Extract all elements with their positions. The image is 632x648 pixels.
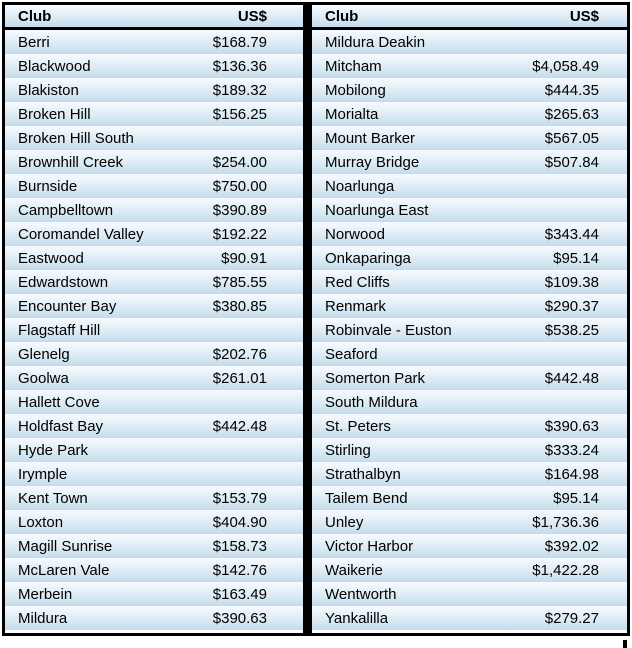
table-row bbox=[312, 414, 627, 438]
club-cell[interactable]: Kent Town bbox=[18, 489, 88, 507]
amount-cell[interactable]: $567.05 bbox=[544, 129, 599, 147]
amount-cell[interactable]: $4,058.49 bbox=[532, 57, 599, 75]
club-cell[interactable]: Flagstaff Hill bbox=[18, 321, 101, 339]
amount-cell[interactable]: $265.63 bbox=[544, 105, 599, 123]
table-row bbox=[312, 438, 627, 462]
amount-cell[interactable]: $785.55 bbox=[212, 273, 267, 291]
table-row bbox=[5, 126, 303, 150]
club-cell[interactable]: Robinvale - Euston bbox=[325, 321, 452, 339]
amount-cell[interactable]: $750.00 bbox=[212, 177, 267, 195]
club-cell[interactable]: Yankalilla bbox=[325, 609, 389, 627]
table-row bbox=[312, 558, 627, 582]
club-cell[interactable]: Morialta bbox=[325, 105, 379, 123]
club-cell[interactable]: Brownhill Creek bbox=[18, 153, 124, 171]
amount-cell[interactable]: $442.48 bbox=[544, 369, 599, 387]
club-cell[interactable]: Hyde Park bbox=[18, 441, 89, 459]
amount-cell[interactable]: $444.35 bbox=[544, 81, 599, 99]
club-cell[interactable]: Edwardstown bbox=[18, 273, 109, 291]
table-row bbox=[312, 222, 627, 246]
club-cell[interactable]: Wentworth bbox=[325, 585, 397, 603]
club-cell[interactable]: Seaford bbox=[325, 345, 378, 363]
club-cell[interactable]: Eastwood bbox=[18, 249, 84, 267]
table-row bbox=[312, 606, 627, 630]
table-row bbox=[312, 246, 627, 270]
table-row bbox=[312, 126, 627, 150]
table-row bbox=[312, 78, 627, 102]
club-cell[interactable]: Victor Harbor bbox=[325, 537, 414, 555]
table-row bbox=[5, 558, 303, 582]
table-row bbox=[5, 174, 303, 198]
club-cell[interactable]: Blackwood bbox=[18, 57, 91, 75]
club-cell[interactable]: Norwood bbox=[325, 225, 386, 243]
table-row bbox=[5, 510, 303, 534]
amount-cell[interactable]: $343.44 bbox=[544, 225, 599, 243]
table-row bbox=[312, 342, 627, 366]
club-cell[interactable]: Goolwa bbox=[18, 369, 69, 387]
amount-cell[interactable]: $192.22 bbox=[212, 225, 267, 243]
left-header-club-label[interactable]: Club bbox=[18, 7, 52, 25]
left-table-body bbox=[5, 30, 303, 630]
table-row bbox=[5, 582, 303, 606]
tables-divider bbox=[303, 5, 312, 633]
table-row bbox=[5, 318, 303, 342]
amount-cell[interactable]: $142.76 bbox=[212, 561, 267, 579]
amount-cell[interactable]: $163.49 bbox=[212, 585, 267, 603]
table-row bbox=[312, 318, 627, 342]
amount-cell[interactable]: $95.14 bbox=[553, 249, 599, 267]
club-cell[interactable]: Unley bbox=[325, 513, 364, 531]
amount-cell[interactable]: $189.32 bbox=[212, 81, 267, 99]
amount-cell[interactable]: $390.63 bbox=[544, 417, 599, 435]
right-table bbox=[312, 5, 627, 633]
amount-cell[interactable]: $202.76 bbox=[212, 345, 267, 363]
table-row bbox=[5, 414, 303, 438]
right-table-body bbox=[312, 30, 627, 630]
table-row bbox=[312, 54, 627, 78]
amount-cell[interactable]: $390.63 bbox=[212, 609, 267, 627]
table-row bbox=[312, 102, 627, 126]
amount-cell[interactable]: $136.36 bbox=[212, 57, 267, 75]
club-cell[interactable]: Berri bbox=[18, 33, 50, 51]
amount-cell[interactable]: $90.91 bbox=[221, 249, 267, 267]
table-row bbox=[312, 30, 627, 54]
club-cell[interactable]: Red Cliffs bbox=[325, 273, 390, 291]
table-row bbox=[5, 486, 303, 510]
club-cell[interactable]: Campbelltown bbox=[18, 201, 114, 219]
amount-cell[interactable]: $254.00 bbox=[212, 153, 267, 171]
amount-cell[interactable]: $109.38 bbox=[544, 273, 599, 291]
table-row bbox=[5, 438, 303, 462]
table-row bbox=[5, 390, 303, 414]
club-cell[interactable]: Merbein bbox=[18, 585, 73, 603]
amount-cell[interactable]: $164.98 bbox=[544, 465, 599, 483]
amount-cell[interactable]: $538.25 bbox=[544, 321, 599, 339]
club-cell[interactable]: Encounter Bay bbox=[18, 297, 117, 315]
club-cell[interactable]: Mount Barker bbox=[325, 129, 416, 147]
table-row bbox=[5, 150, 303, 174]
amount-cell[interactable]: $442.48 bbox=[212, 417, 267, 435]
left-header-row bbox=[5, 5, 303, 30]
table-row bbox=[312, 198, 627, 222]
table-row bbox=[5, 606, 303, 630]
table-row bbox=[312, 270, 627, 294]
cell-border-artifact bbox=[623, 640, 627, 648]
table-row bbox=[312, 534, 627, 558]
club-cell[interactable]: Mobilong bbox=[325, 81, 386, 99]
table-row bbox=[312, 294, 627, 318]
table-row bbox=[5, 462, 303, 486]
club-cell[interactable]: Hallett Cove bbox=[18, 393, 100, 411]
table-row bbox=[312, 150, 627, 174]
club-cell[interactable]: Loxton bbox=[18, 513, 64, 531]
club-cell[interactable]: Noarlunga East bbox=[325, 201, 429, 219]
amount-cell[interactable]: $507.84 bbox=[544, 153, 599, 171]
club-cell[interactable]: Waikerie bbox=[325, 561, 383, 579]
amount-cell[interactable]: $261.01 bbox=[212, 369, 267, 387]
amount-cell[interactable]: $95.14 bbox=[553, 489, 599, 507]
right-header-usd-label[interactable]: US$ bbox=[569, 7, 599, 25]
club-cell[interactable]: Burnside bbox=[18, 177, 78, 195]
club-cell[interactable]: Renmark bbox=[325, 297, 386, 315]
club-cell[interactable]: Glenelg bbox=[18, 345, 70, 363]
amount-cell[interactable]: $279.27 bbox=[544, 609, 599, 627]
table-row bbox=[312, 510, 627, 534]
table-row bbox=[312, 366, 627, 390]
amount-cell[interactable]: $1,736.36 bbox=[532, 513, 599, 531]
club-cell[interactable]: Irymple bbox=[18, 465, 68, 483]
amount-cell[interactable]: $333.24 bbox=[544, 441, 599, 459]
amount-cell[interactable]: $158.73 bbox=[212, 537, 267, 555]
table-row bbox=[5, 30, 303, 54]
club-cell[interactable]: Coromandel Valley bbox=[18, 225, 144, 243]
table-row bbox=[5, 342, 303, 366]
amount-cell[interactable]: $404.90 bbox=[212, 513, 267, 531]
club-cell[interactable]: Blakiston bbox=[18, 81, 79, 99]
club-cell[interactable]: Strathalbyn bbox=[325, 465, 401, 483]
amount-cell[interactable]: $392.02 bbox=[544, 537, 599, 555]
table-row bbox=[312, 582, 627, 606]
amount-cell[interactable]: $153.79 bbox=[212, 489, 267, 507]
table-row bbox=[5, 246, 303, 270]
club-cell[interactable]: Holdfast Bay bbox=[18, 417, 104, 435]
table-row bbox=[5, 102, 303, 126]
amount-cell[interactable]: $156.25 bbox=[212, 105, 267, 123]
club-cell[interactable]: Broken Hill bbox=[18, 105, 91, 123]
club-cell[interactable]: Magill Sunrise bbox=[18, 537, 113, 555]
club-cell[interactable]: South Mildura bbox=[325, 393, 418, 411]
club-cell[interactable]: Broken Hill South bbox=[18, 129, 134, 147]
right-header-row bbox=[312, 5, 627, 30]
club-cell[interactable]: Stirling bbox=[325, 441, 371, 459]
left-header-usd-label[interactable]: US$ bbox=[237, 7, 267, 25]
right-header-club-label[interactable]: Club bbox=[325, 7, 359, 25]
amount-cell[interactable]: $380.85 bbox=[212, 297, 267, 315]
club-cell[interactable]: Mildura bbox=[18, 609, 68, 627]
table-row bbox=[5, 78, 303, 102]
table-row bbox=[312, 390, 627, 414]
club-cell[interactable]: St. Peters bbox=[325, 417, 391, 435]
club-cell[interactable]: Somerton Park bbox=[325, 369, 426, 387]
club-cell[interactable]: Noarlunga bbox=[325, 177, 395, 195]
table-row bbox=[312, 486, 627, 510]
table-row bbox=[312, 462, 627, 486]
table-row bbox=[5, 222, 303, 246]
table-row bbox=[5, 270, 303, 294]
club-cell[interactable]: McLaren Vale bbox=[18, 561, 110, 579]
table-row bbox=[5, 294, 303, 318]
club-cell[interactable]: Murray Bridge bbox=[325, 153, 420, 171]
club-cell[interactable]: Mitcham bbox=[325, 57, 382, 75]
table-row bbox=[5, 198, 303, 222]
table-row bbox=[312, 174, 627, 198]
table-row bbox=[5, 54, 303, 78]
left-table bbox=[5, 5, 303, 633]
amount-cell[interactable]: $290.37 bbox=[544, 297, 599, 315]
amount-cell[interactable]: $1,422.28 bbox=[532, 561, 599, 579]
amount-cell[interactable]: $390.89 bbox=[212, 201, 267, 219]
amount-cell[interactable]: $168.79 bbox=[212, 33, 267, 51]
table-row bbox=[5, 534, 303, 558]
club-cell[interactable]: Onkaparinga bbox=[325, 249, 411, 267]
club-cell[interactable]: Mildura Deakin bbox=[325, 33, 426, 51]
club-fees-table bbox=[2, 2, 630, 636]
club-cell[interactable]: Tailem Bend bbox=[325, 489, 408, 507]
table-row bbox=[5, 366, 303, 390]
